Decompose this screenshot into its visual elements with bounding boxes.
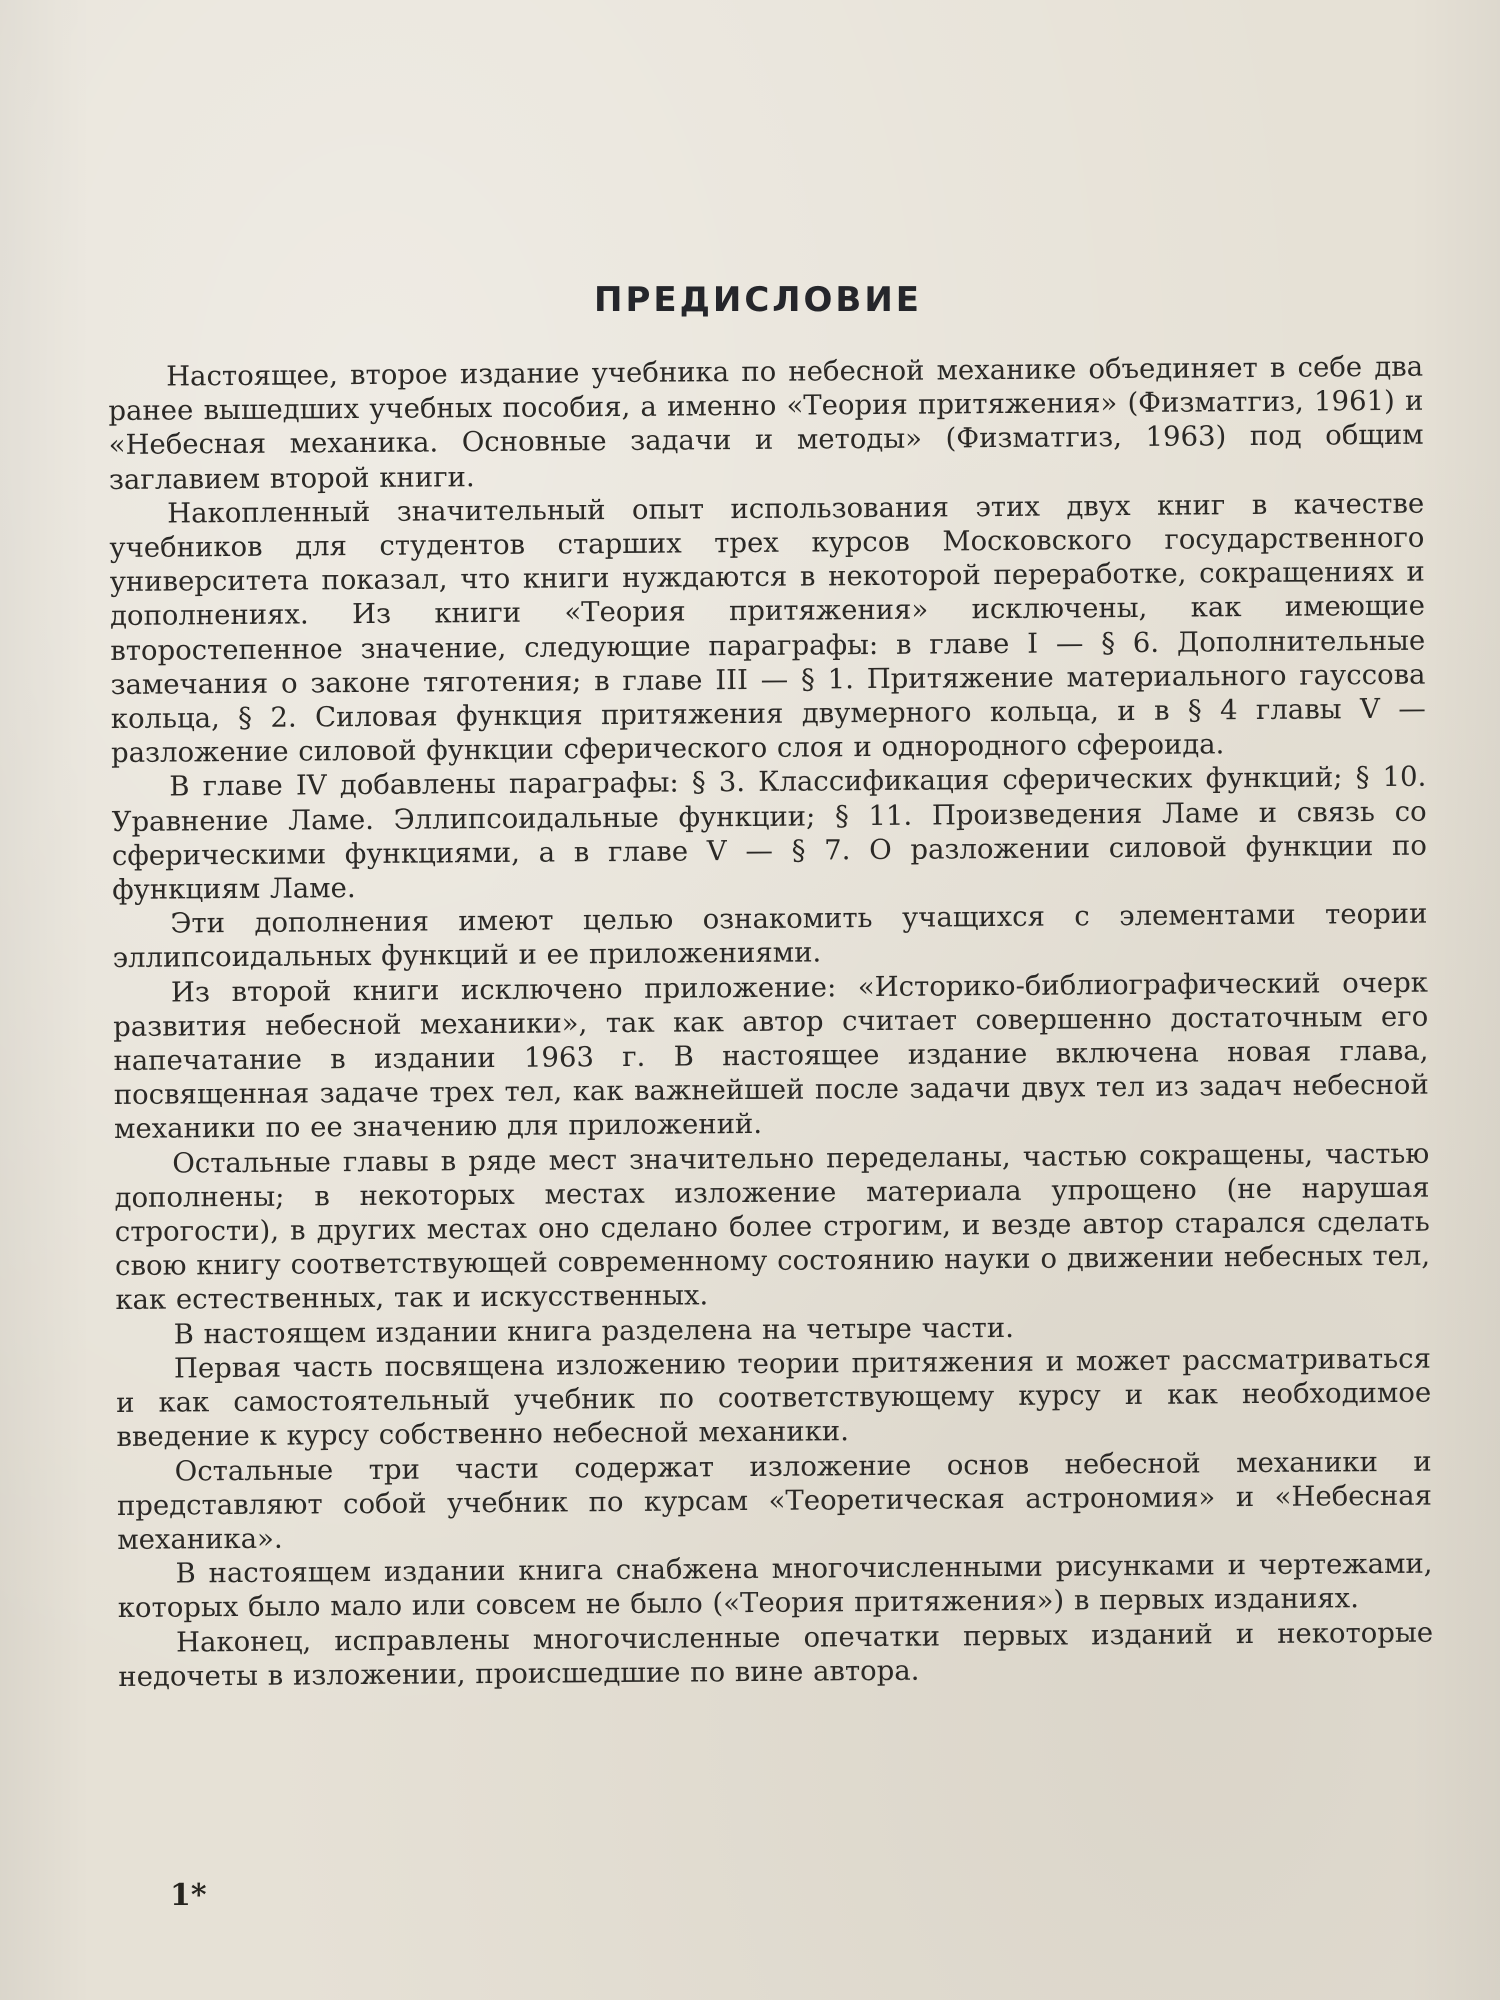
book-page xyxy=(108,0,1434,2000)
paragraph: Эти дополнения имеют целью ознакомить учащихся с элементами теории эллипсоидальных функций и ее приложениями. xyxy=(112,897,1428,975)
paragraph: Настоящее, второе издание учебника по небесной механике объединяет в себе два ранее вышедших учебных пособия, а именно «Теория притяжения» (Физматгиз, 1961) и «Небесная механика. Основные задачи и методы» (Физматгиз, 1963) под общим заглавием второй книги. xyxy=(108,350,1424,496)
paragraph: Накопленный значительный опыт использования этих двух книг в качестве учебников для студентов старших трех курсов Московского государственного университета показал, что книги нуждаются в некоторой переработке, сокращениях и дополнениях. Из книги «Теория притяжения» исключены, как имеющие второстепенное значение, следующие параграфы: в главе I — § 6. Дополнительные замечания о законе тяготения; в главе III — § 1. Притяжение материального гауссова кольца, § 2. Силовая функция притяжения двумерного кольца, и в § 4 главы V — разложение силовой функции сферического слоя и однородного сфероида. xyxy=(109,487,1426,770)
page-title: ПРЕДИСЛОВИЕ xyxy=(593,280,923,320)
paragraph: Наконец, исправлены многочисленные опечатки первых изданий и некоторые недочеты в изложении, происшедшие по вине автора. xyxy=(118,1616,1434,1693)
paragraph: В настоящем издании книга снабжена многочисленными рисунками и чертежами, которых было мало или совсем не было («Теория притяжения») в первых изданиях. xyxy=(117,1547,1433,1625)
paragraph: Остальные главы в ряде мест значительно переделаны, частью сокращены, частью дополнены; в некоторых местах изложение материала упрощено (не нарушая строгости), в других местах оно сделано более строгим, и везде автор старался сделать свою книгу соответствующей современному состоянию науки о движении небесных тел, как естественных, так и искусственных. xyxy=(114,1137,1431,1317)
paragraph: Из второй книги исключено приложение: «Историко-библиографический очерк развития небесной механики», так как автор считает совершенно достаточным его напечатание в издании 1963 г. В настоящее издание включена новая глава, посвященная задаче трех тел, как важнейшей после задачи двух тел из задач небесной механики по ее значению для приложений. xyxy=(113,966,1429,1146)
preface-body xyxy=(108,350,1433,1694)
paragraph: В настоящем издании книга разделена на четыре части. xyxy=(173,1311,1015,1351)
paragraph: Остальные три части содержат изложение основ небесной механики и представляют собой учебник по курсам «Теоретическая астрономия» и «Небесная механика». xyxy=(116,1445,1433,1556)
paragraph: В главе IV добавлены параграфы: § 3. Классификация сферических функций; § 10. Уравнение Ламе. Эллипсоидальные функции; § 11. Произведения Ламе и связь со сферическими функциями, а в главе V — § 7. О разложении силовой функции по функциям Ламе. xyxy=(111,761,1427,907)
page-signature-mark: 1* xyxy=(170,1878,207,1913)
paragraph: Первая часть посвящена изложению теории притяжения и может рассматриваться и как самостоятельный учебник по соответствующему курсу и как необходимое введение к курсу собственно небесной механики. xyxy=(116,1342,1432,1454)
